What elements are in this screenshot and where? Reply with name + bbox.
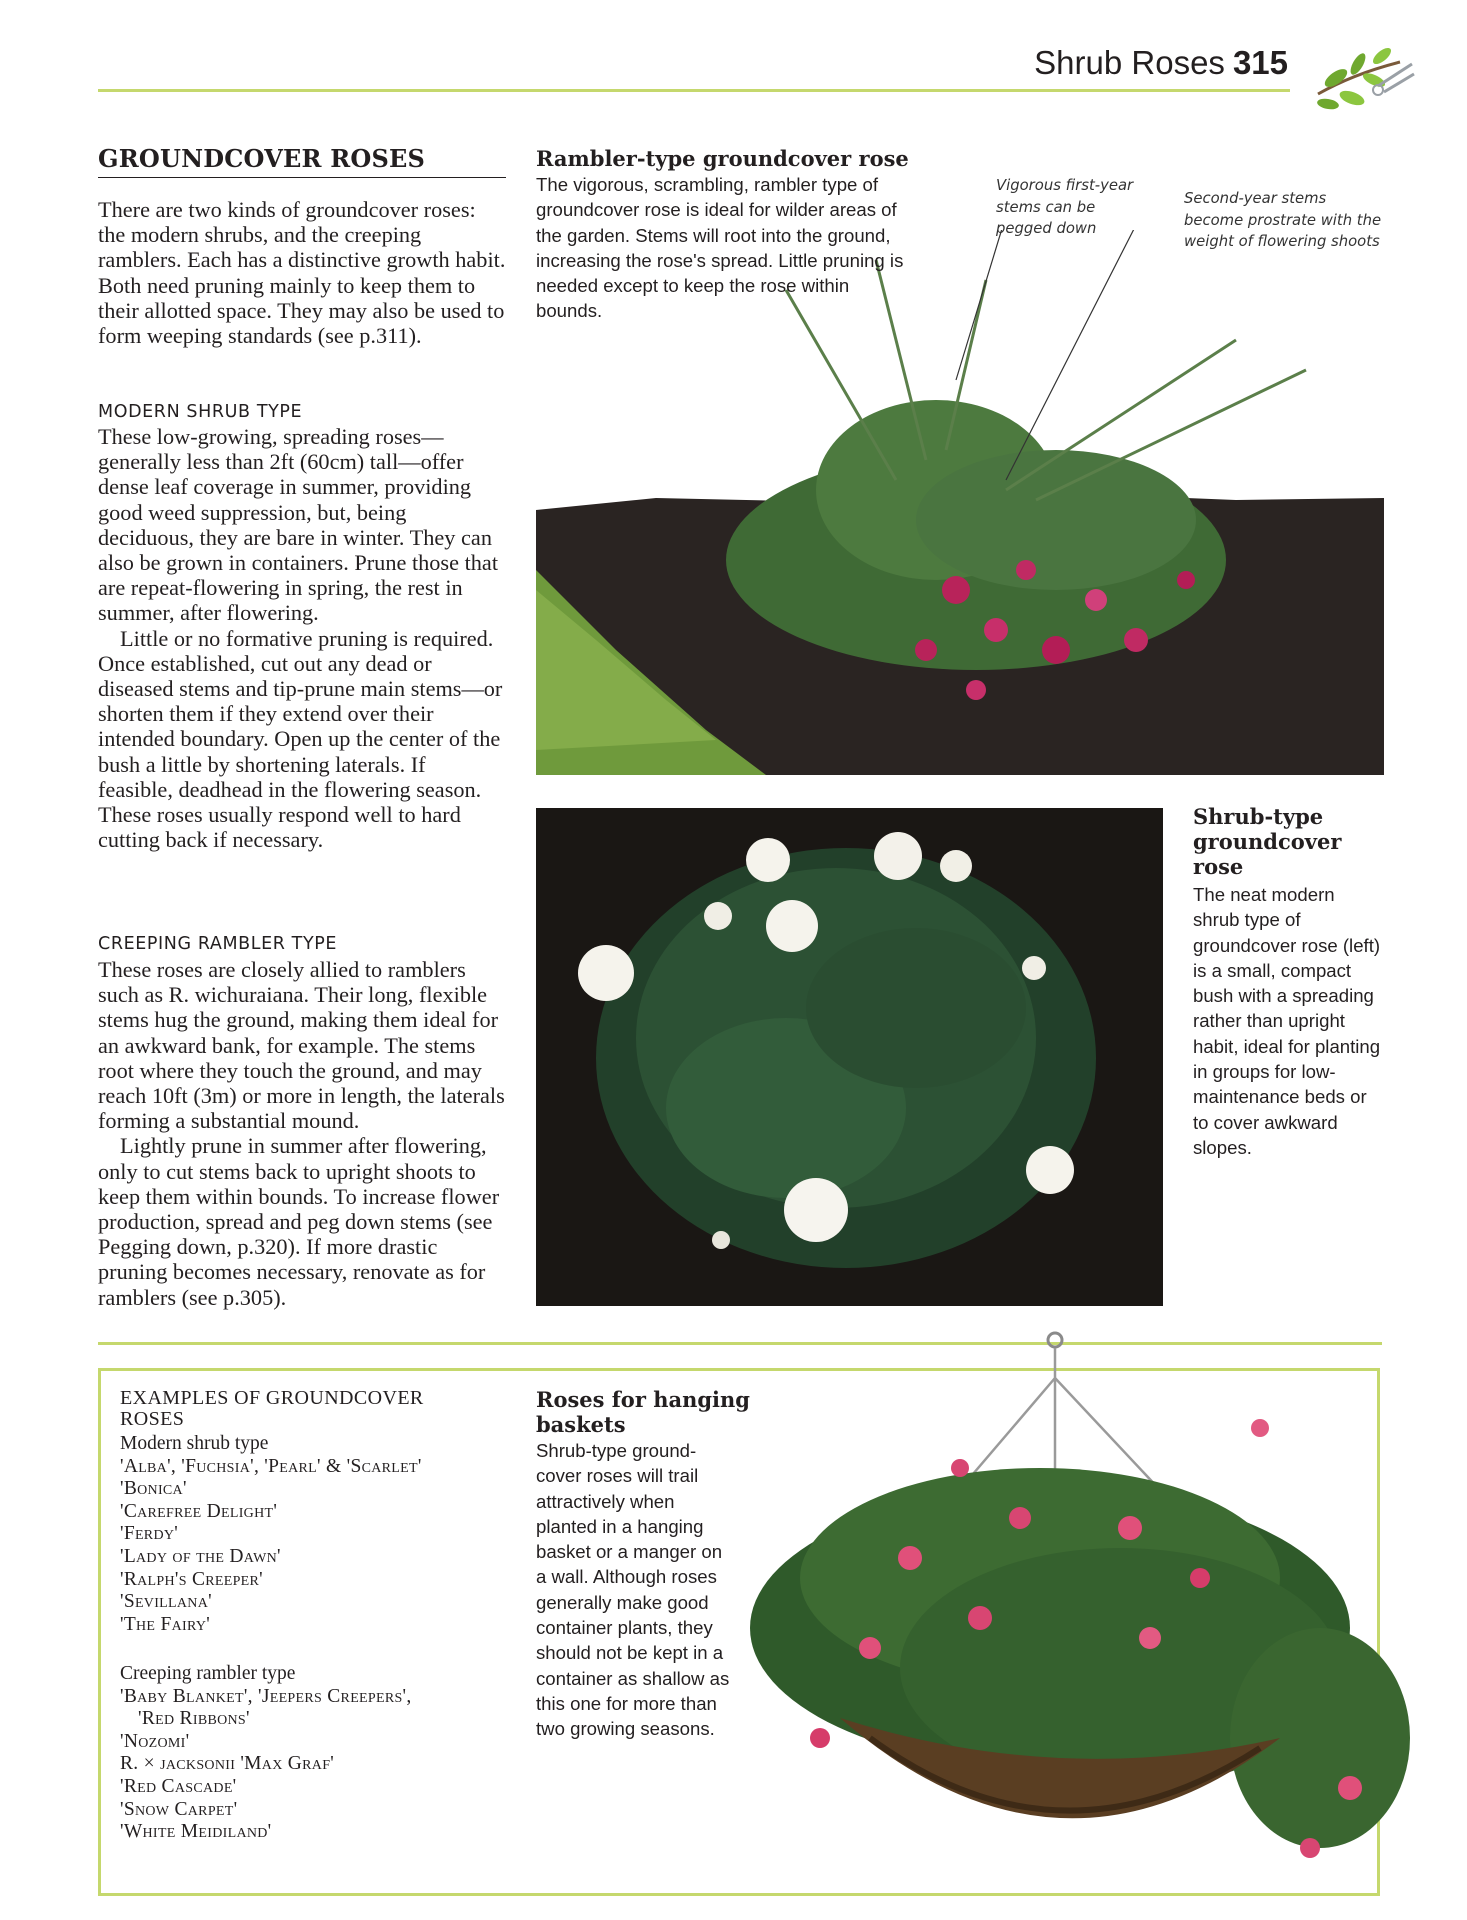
modern-shrub-paragraph-2: Little or no formative pruning is required. Once established, cut out any dead or diseased stems and tip-prune main stems—or shorten them if they extend over their intended boundary. Open up the center of the bush a little by shortening laterals. If feasible, deadhead in the flowering season. These roses usually respond well to hard cutting back if necessary.: [98, 625, 503, 853]
list-item: 'Red Cascade': [120, 1775, 237, 1797]
running-head-section: Shrub Roses: [1034, 44, 1225, 81]
list-item: 'Lady of the Dawn': [120, 1545, 281, 1567]
list-item: 'Alba', 'Fuchsia', 'Pearl' & 'Scarlet': [120, 1455, 422, 1477]
list-item: R. × jacksonii 'Max Graf': [120, 1753, 335, 1775]
intro-paragraph: [98, 197, 506, 348]
hanging-basket-photo: [720, 1318, 1430, 1898]
modern-shrub-text: [98, 424, 506, 852]
rambler-caption-text: The vigorous, scrambling, rambler type of groundcover rose is ideal for wilder areas of the garden. Stems will root into the ground, increasing the rose's spread. Little pruning is needed except to keep the rose within bounds.: [536, 174, 904, 322]
section-title: GROUNDCOVER ROSES: [98, 144, 426, 173]
shrub-caption-heading: Shrub-type groundcover rose: [1193, 804, 1342, 879]
list-item: 'Ferdy': [120, 1523, 179, 1545]
annotation-second-year-stems: Second-year stems become prostrate with the weight of flowering shoots: [1184, 190, 1382, 250]
creeping-rambler-paragraph-2: Lightly prune in summer after flowering, only to cut stems back to upright shoots to keep them within bounds. To increase flower production, spread and peg down stems (see Pegging down, p.320). If more drastic pruning becomes necessary, renovate as for ramblers (see p.305).: [98, 1133, 500, 1310]
running-head: [900, 44, 1288, 82]
section-title-rule: [98, 177, 506, 178]
modern-shrub-heading: MODERN SHRUB TYPE: [98, 402, 303, 422]
examples-title: EXAMPLES OF GROUNDCOVER ROSES: [120, 1387, 424, 1430]
modern-examples-label: Modern shrub type: [120, 1433, 269, 1454]
list-item: 'Ralph's Creeper': [120, 1568, 263, 1590]
list-item: 'Sevillana': [120, 1591, 212, 1613]
list-item: 'Baby Blanket', 'Jeepers Creepers',: [120, 1685, 412, 1707]
creeping-rambler-paragraph-1: These roses are closely allied to ramblers such as R. wichuraiana. Their long, flexible stems hug the ground, making them ideal for an awkward bank, for example. The stems root where they touch the ground, and may reach 10ft (3m) or more in length, the laterals forming a substantial mound.: [98, 957, 505, 1134]
leafy-sprig-with-pruners-icon: [1308, 34, 1418, 124]
modern-shrub-paragraph-1: These low-growing, spreading roses—generally less than 2ft (60cm) tall—offer dense leaf coverage in summer, providing good weed suppression, but, being deciduous, they are bare in winter. They can also be grown in containers. Prune those that are repeat-flowering in spring, the rest in summer, after flowering.: [98, 424, 499, 626]
list-item: 'White Meidiland': [120, 1821, 272, 1843]
creeping-examples-label: Creeping rambler type: [120, 1663, 296, 1684]
list-item: 'Carefree Delight': [120, 1500, 278, 1522]
list-item: 'Nozomi': [120, 1730, 190, 1752]
creeping-examples-list: [120, 1663, 500, 1844]
creeping-rambler-text: [98, 957, 506, 1310]
list-item: 'Snow Carpet': [120, 1798, 238, 1820]
list-item: 'Bonica': [120, 1478, 187, 1500]
shrub-rose-photo: [536, 808, 1163, 1306]
list-item: 'Red Ribbons': [138, 1708, 250, 1730]
list-item: 'The Fairy': [120, 1613, 211, 1635]
creeping-rambler-heading: CREEPING RAMBLER TYPE: [98, 934, 338, 954]
baskets-caption-text: Shrub-type ground-cover roses will trail attractively when planted in a hanging basket or a manger on a wall. Although roses generally make good container plants, they should not be kept in a container as shallow as this one for more than two growing seasons.: [536, 1440, 730, 1740]
page-number: 315: [1232, 44, 1288, 81]
rambler-caption-heading: Rambler-type groundcover rose: [536, 146, 909, 171]
intro-text: There are two kinds of groundcover roses: the modern shrubs, and the creeping ramblers. Each has a distinctive growth habit. Both need pruning mainly to keep them to their allotted space. They may also be used to form weeping standards (see p.311).: [98, 197, 506, 349]
modern-examples-list: [120, 1433, 500, 1636]
baskets-caption-heading: Roses for hanging baskets: [536, 1387, 750, 1437]
header-rule: [98, 89, 1290, 92]
annotation-first-year-stems: Vigorous first-year stems can be pegged down: [996, 177, 1134, 237]
shrub-caption-text: The neat modern shrub type of groundcover rose (left) is a small, compact bush with a spreading rather than upright habit, ideal for planting in groups for low-maintenance beds or to cover awkward slopes.: [1193, 884, 1381, 1158]
